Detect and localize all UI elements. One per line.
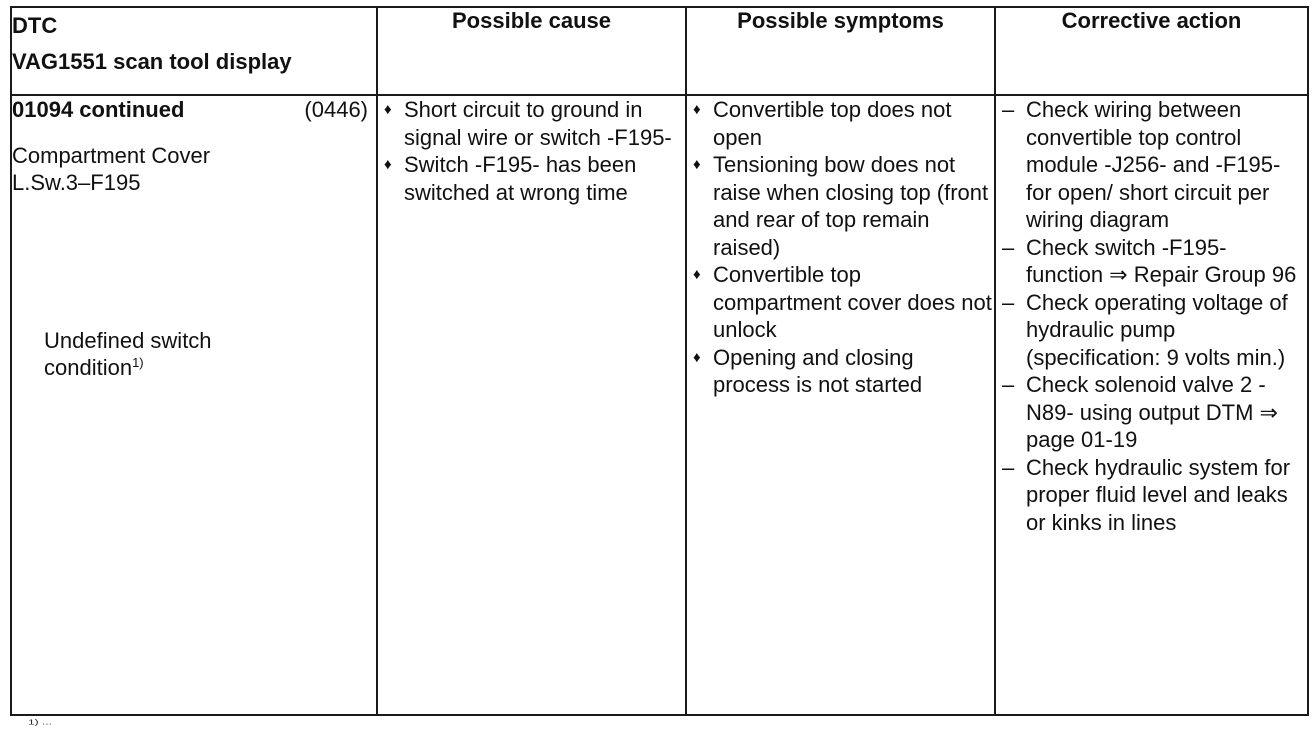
list-item: ♦ Short circuit to ground in signal wire or switch -F195- [378,96,685,151]
symptom-list [687,96,994,399]
component-name [12,142,376,197]
component-line1: Compartment Cover [12,142,211,168]
list-item: ♦ Opening and closing process is not started [687,344,994,399]
header-dtc [11,7,377,95]
table-row [11,95,1308,715]
list-item: – Check hydraulic system for proper fluid level and leaks or kinks in lines [996,454,1307,537]
dtc-code: 01094 continued [12,97,185,122]
action-list [996,96,1307,536]
corrective-action-cell [995,95,1308,715]
possible-cause-cell [377,95,686,715]
list-item: – Check wiring between convertible top control module -J256- and -F195- for open/ short circuit per wiring diagram [996,96,1307,234]
component-line2: L.Sw.3–F195 [12,170,141,195]
condition-text [12,327,376,382]
list-item: – Check operating voltage of hydraulic pump (specification: 9 volts min.) [996,289,1307,372]
cause-list [378,96,685,206]
list-item: ♦ Tensioning bow does not raise when closing top (front and rear of top remain raised) [687,151,994,261]
dtc-table [10,6,1309,716]
header-dtc-line2: VAG1551 scan tool display [12,49,292,74]
list-item: ♦ Convertible top compartment cover does not unlock [687,261,994,344]
header-possible-cause: Possible cause [377,7,686,95]
header-dtc-line1: DTC [12,13,58,38]
dtc-paren-code: (0446) [304,97,368,122]
footnote-marker: 1) [132,355,144,370]
dtc-code-line [12,96,376,124]
list-item: ♦ Switch -F195- has been switched at wrong time [378,151,685,206]
footnote: 1) ... [28,718,53,727]
list-item: – Check switch -F195- function ⇒ Repair Group 96 [996,234,1307,289]
condition-line1: Undefined switch [44,327,212,353]
condition-line2-text: condition [44,355,133,380]
header-possible-symptoms: Possible symptoms [686,7,995,95]
list-item: – Check solenoid valve 2 -N89- using output DTM ⇒ page 01-19 [996,371,1307,454]
condition-line2 [44,354,376,382]
header-corrective-action: Corrective action [995,7,1308,95]
possible-symptoms-cell [686,95,995,715]
header-row [11,7,1308,95]
dtc-cell [11,95,377,715]
list-item: ♦ Convertible top does not open [687,96,994,151]
